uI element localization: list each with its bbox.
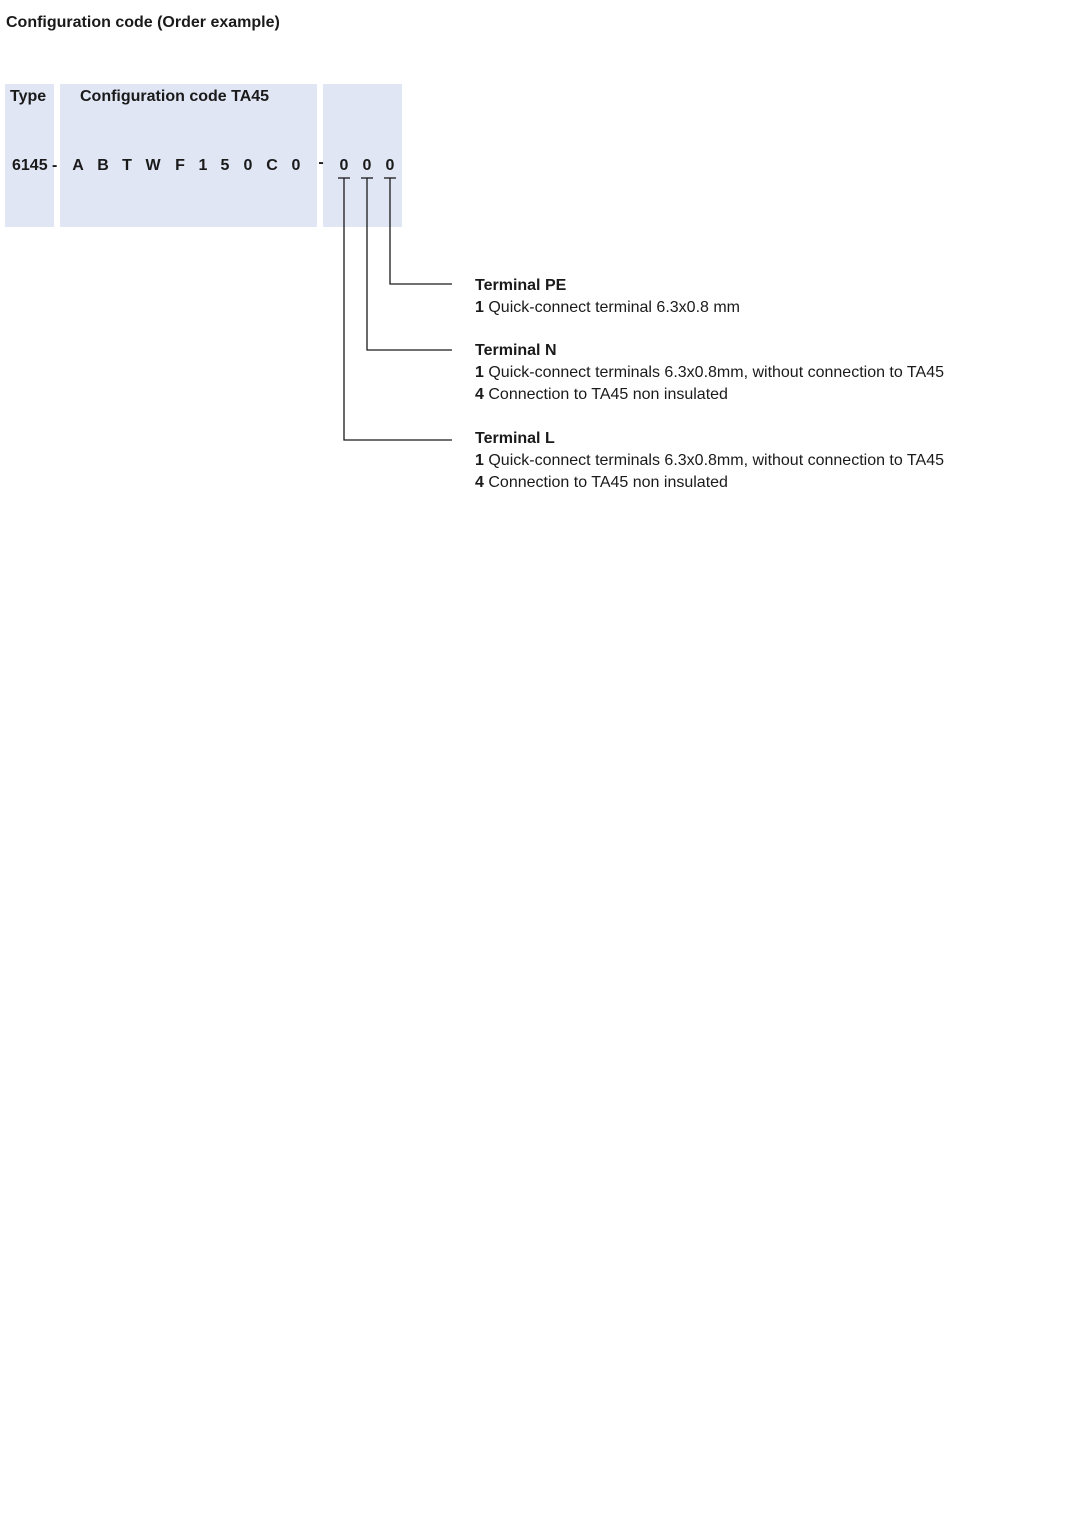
config-char: W [145,157,161,174]
terminal-pe-title: Terminal PE [475,277,567,294]
terminal-n-block [475,340,944,406]
terminal-pe-option [475,297,740,319]
option-text: Quick-connect terminal 6.3x0.8 mm [488,299,741,316]
terminal-n-option [475,384,944,406]
page-heading: Configuration code (Order example) [6,14,280,31]
code-separator: - [318,154,324,171]
option-code: 1 [475,452,484,469]
config-char: A [72,157,84,174]
option-code: 4 [475,386,484,403]
config-char: B [97,157,109,174]
terminal-n-title: Terminal N [475,342,557,359]
option-code: 1 [475,299,484,316]
terminal-pe-block [475,275,740,319]
option-text: Quick-connect terminals 6.3x0.8mm, without connection to TA45 [488,452,944,469]
config-char: C [266,157,278,174]
config-char: 1 [198,157,208,174]
terminal-n-option [475,362,944,384]
option-text: Connection to TA45 non insulated [488,386,728,403]
terminal-l-option [475,450,944,472]
config-char: 0 [243,157,253,174]
suffix-char-pe: 0 [385,157,395,174]
config-code-header: Configuration code TA45 [80,88,270,105]
type-header: Type [10,88,47,105]
suffix-char-l: 0 [339,157,349,174]
suffix-char-n: 0 [362,157,372,174]
config-char: 0 [291,157,301,174]
terminal-l-title: Terminal L [475,430,555,447]
config-char: T [122,157,132,174]
suffix-code-box [323,84,402,227]
terminal-l-block [475,428,944,494]
option-code: 1 [475,364,484,381]
terminal-l-option [475,472,944,494]
option-text: Connection to TA45 non insulated [488,474,728,491]
config-char: 5 [220,157,230,174]
config-char: F [175,157,185,174]
option-text: Quick-connect terminals 6.3x0.8mm, without connection to TA45 [488,364,944,381]
type-code: 6145 - [12,157,58,174]
option-code: 4 [475,474,484,491]
